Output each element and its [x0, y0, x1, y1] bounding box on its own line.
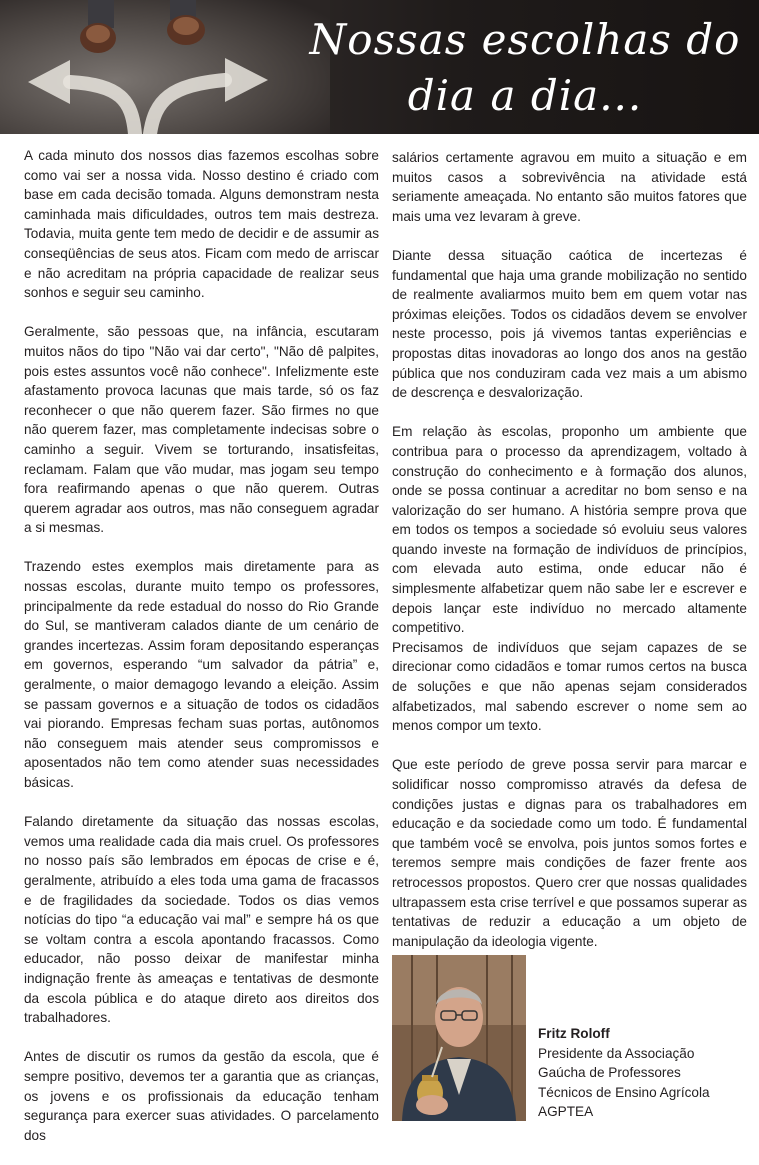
paragraph: Diante dessa situação caótica de incertezas é fundamental que haja uma grande mobilização no sentido de realmente avaliarmos muito bem em quem votar nas próximas eleições. Todos os cidadãos devem se envolver neste processo, pois já vivemos tantas experiências e propostas ditas inovadoras ao longo dos anos na gestão pública que nos conduziram cada vez mais a um abismo de descrença e desvalorização.	[392, 247, 747, 401]
crossroads-arrows-photo	[0, 0, 330, 134]
title-line-1: Nossas escolhas do	[309, 15, 741, 64]
author-signature	[538, 1024, 710, 1122]
paragraph: A cada minuto dos nossos dias fazemos escolhas sobre como vai ser a nossa vida. Nosso destino é criado com base em cada decisão tomada. Alguns demonstram nesta caminhada mais dificuldades, outros tem mais destreza. Todavia, muita gente tem medo de decidir e de assumir as conseqüências de seus atos. Ficam com medo de arriscar e não acreditam na própria capacidade de realizar seus sonhos e seguir seu caminho.	[24, 148, 379, 301]
author-organization: AGPTEA	[538, 1104, 594, 1120]
article-column-left	[24, 146, 379, 1165]
author-name: Fritz Roloff	[538, 1026, 610, 1041]
article-column-right	[392, 148, 747, 971]
paragraph: Trazendo estes exemplos mais diretamente para as nossas escolas, durante muito tempo os professores, principalmente da rede estadual do nosso do Rio Grande do Sul, se mantiveram calados diante de um cenário de grandes incertezas. Assim foram depositando esperanças em governos, esperando “um salvador da pátria” e, geralmente, o maior demagogo levando a eleição. Assim se passam governos e a situação de todos os cidadãos vai piorando. Empresas fecham suas portas, autônomos não conseguem mais atender seus compromissos e aposentados não tem como atender suas necessidades básicas.	[24, 559, 379, 790]
paragraph: Precisamos de indivíduos que sejam capazes de se direcionar como cidadãos e tomar rumos certos na busca de soluções e que não apenas sejam considerados alfabetizados, mal sabendo escrever o nome sem ao menos compor um texto.	[392, 639, 747, 734]
paragraph: Geralmente, são pessoas que, na infância, escutaram muitos nãos do tipo "Não vai dar certo", "Não dê palpites, pois estes assuntos você não conhece". Infelizmente este afastamento provoca lacunas que mais tarde, só os faz reconhecer o que não querem fazer. São firmes no que não querem fazer, mas completamente indecisas sobre o caminho a seguir. Vivem se torturando, insatisfeitas, reclamam. Falam que vão mudar, mas jogam seu tempo fora reafirmando apenas o que não querem. Outras querem agradar aos outros, mas não conseguem agradar a si mesmas.	[24, 324, 379, 536]
author-title-line: Presidente da Associação	[538, 1045, 695, 1061]
paragraph: Que este período de greve possa servir para marcar e solidificar nosso compromisso através da defesa de condições justas e dignas para os trabalhadores em educação e da sociedade como um todo. É fundamental que também você se envolva, pois juntos somos fortes e teremos sempre mais condições de fazer frente aos retrocessos propostos. Quero crer que nossas qualidades ultrapassem esta crise terrível e que possamos superar as tentativas de reduzir a educação a um objeto de manipulação da ideologia vigente.	[392, 757, 747, 949]
paragraph: Em relação às escolas, proponho um ambiente que contribua para o processo da aprendizagem, voltado à construção do conhecimento e à formação dos alunos, onde se possa continuar a acreditar no bom senso e na valorização do ser humano. A história sempre prova que em todos os tempos a sociedade só evoluiu seus valores quando investe na formação de indivíduos de princípios, com elevada auto estima, onde educar não é simplesmente alfabetizar quem não sabe ler e escrever e depois lançar este indivíduo no mercado altamente competitivo.	[392, 424, 747, 636]
header-banner	[0, 0, 759, 134]
paragraph: Falando diretamente da situação das nossas escolas, vemos uma realidade cada dia mais cruel. Os professores no nosso país são lembrados em épocas de crise e é, geralmente, atribuído a eles toda uma gama de fracassos e de fragilidades da sociedade. Todos os dias vemos notícias do tipo “a educação vai mal” e sempre há os que se voltam contra a escola apontando fracassos. Como educador, não posso deixar de manifestar minha indignação frente às ameaças e tentativas de desmonte da escola pública e do ataque direto aos direitos dos trabalhadores.	[24, 814, 379, 1026]
author-title-line: Técnicos de Ensino Agrícola	[538, 1084, 710, 1100]
paragraph: salários certamente agravou em muito a situação e em muitos casos a sobrevivência na atividade está seriamente ameaçada. No entanto são muitos fatores que mais uma vez levaram à greve.	[392, 150, 747, 224]
paragraph: Antes de discutir os rumos da gestão da escola, que é sempre positivo, devemos ter a garantia que as crianças, os jovens e os profissionais da educação tenham segurança para exercer suas atividades. O parcelamento dos	[24, 1049, 379, 1143]
author-photo	[392, 955, 526, 1121]
title-line-2: dia a dia...	[407, 71, 643, 120]
page-title	[300, 12, 750, 124]
author-title-line: Gaúcha de Professores	[538, 1065, 681, 1081]
